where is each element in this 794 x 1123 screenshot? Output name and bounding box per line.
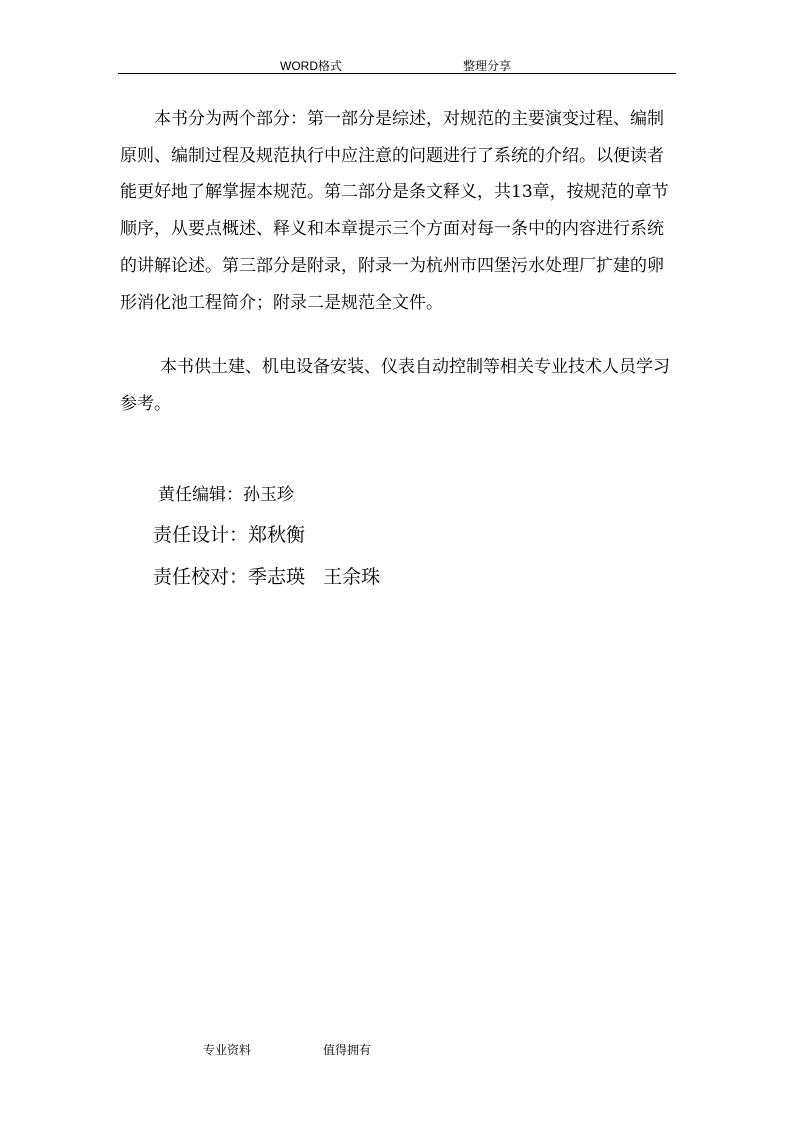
footer-right-text: 值得拥有 — [323, 1043, 372, 1057]
credit-proofreader: 责任校对：季志瑛 王余珠 — [153, 566, 381, 588]
header-left-text: WORD格式 — [280, 59, 342, 73]
header-right-text: 整理分享 — [463, 59, 512, 73]
body-paragraph-1: 本书分为两个部分：第一部分是综述，对规范的主要演变过程、编制原则、编制过程及规范执行中应注意的问题进行了系统的介绍。以便读者能更好地了解掌握本规范。第二部分是条文释义，共13章，按规范的章节顺序，从要点概述、释义和本章提示三个方面对每一条中的内容进行系统的讲解论述。第三部分是附录，附录一为杭州市四堡污水处理厂扩建的卵形消化池工程简介；附录二是规范全文件。 — [120, 109, 669, 313]
credit-editor: 黄任编辑：孙玉珍 — [158, 485, 294, 505]
footer-left-text: 专业资料 — [203, 1043, 252, 1057]
header-divider — [118, 73, 676, 74]
body-paragraph-2: 本书供土建、机电设备安装、仪表自动控制等相关专业技术人员学习参考。 — [120, 357, 670, 414]
credit-designer: 责任设计：郑秋衡 — [153, 524, 306, 546]
